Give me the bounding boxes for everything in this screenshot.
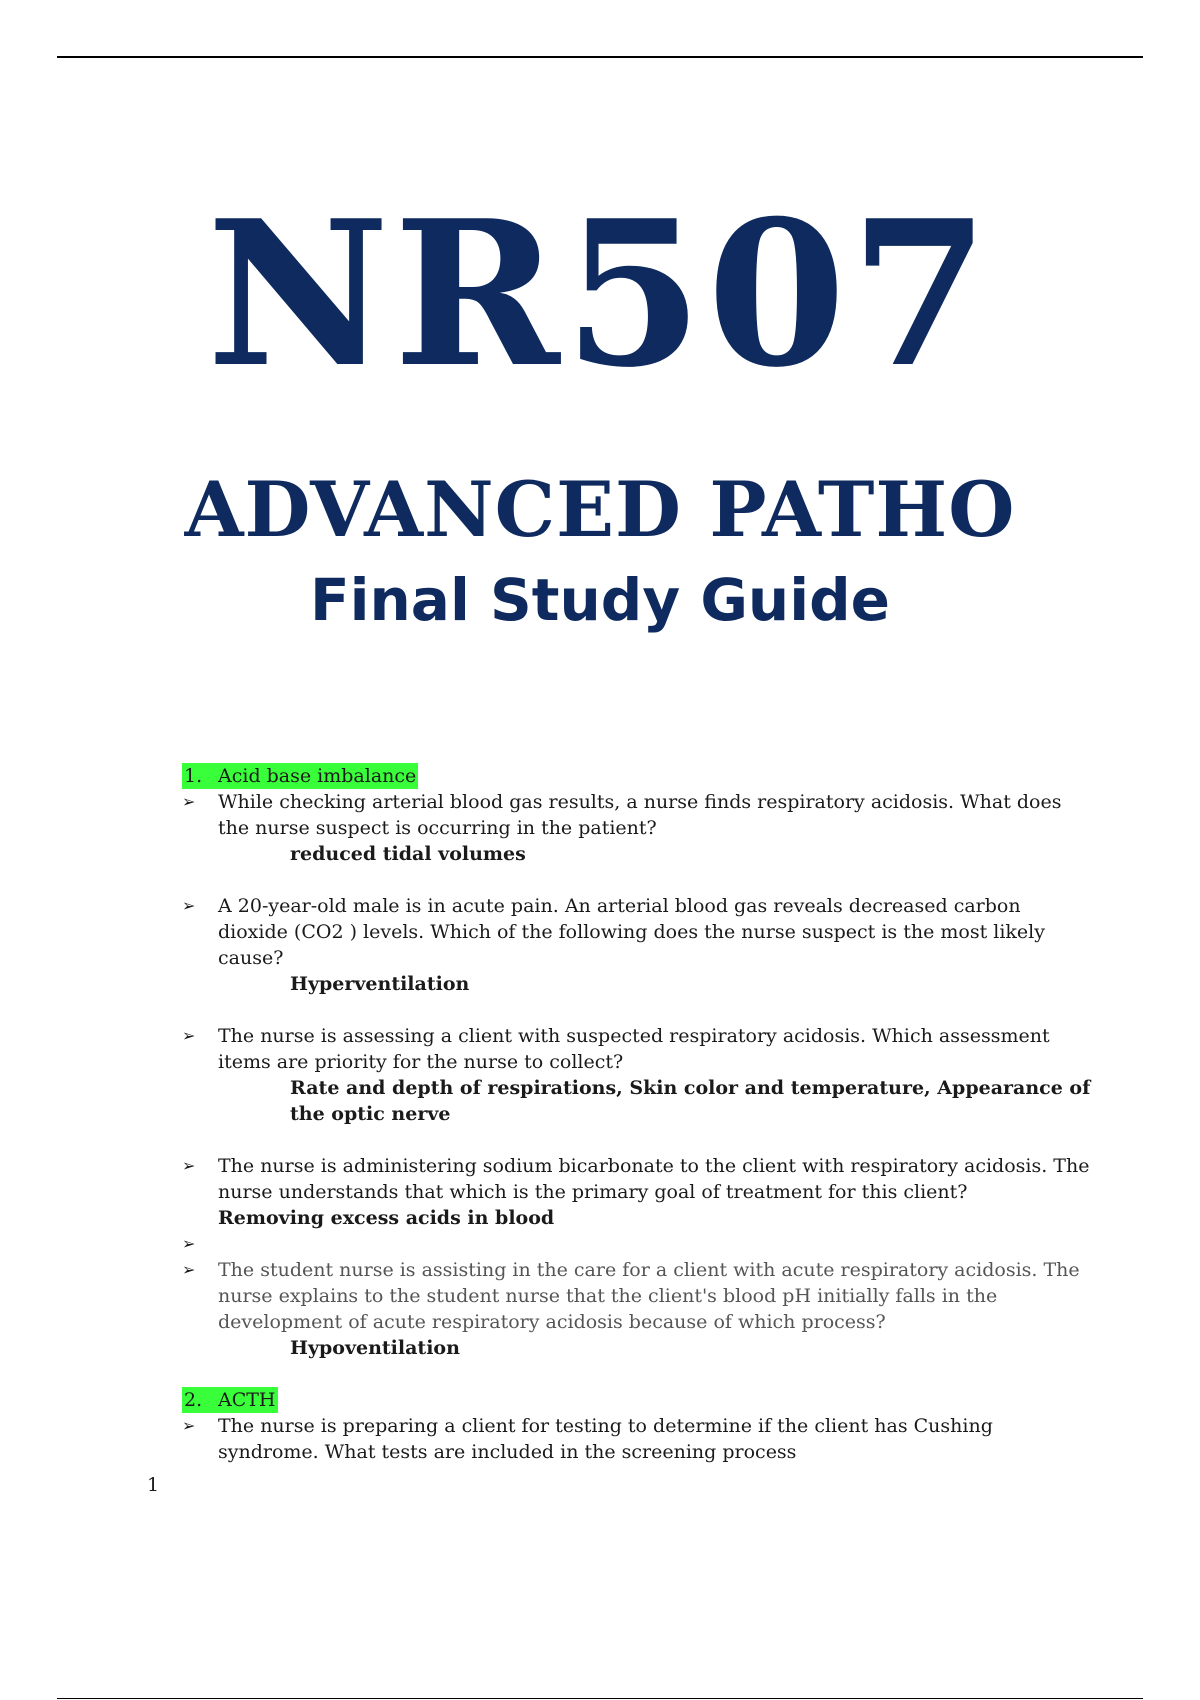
empty-bullet-item	[182, 1231, 1092, 1257]
arrow-bullet-icon: ➢	[182, 1260, 196, 1279]
bottom-rule	[57, 1698, 1143, 1699]
question-text: The nurse is assessing a client with suspected respiratory acidosis. Which assessment items are priority for the nurse to collect?	[218, 1025, 1050, 1073]
highlighted-heading	[182, 763, 418, 789]
highlighted-heading	[182, 1387, 278, 1413]
question-text: While checking arterial blood gas results, a nurse finds respiratory acidosis. What does the nurse suspect is occurring in the patient?	[218, 791, 1062, 839]
section-title: ACTH	[218, 1389, 276, 1411]
question-item	[182, 1153, 1092, 1205]
arrow-bullet-icon: ➢	[182, 1416, 196, 1435]
document-title: Final Study Guide	[310, 566, 890, 634]
top-rule	[57, 56, 1143, 58]
page-number: 1	[147, 1474, 160, 1496]
study-guide-content	[182, 763, 1092, 1465]
answer-text: Rate and depth of respirations, Skin color and temperature, Appearance of the optic nerve	[290, 1077, 1091, 1125]
question-item	[182, 1257, 1092, 1335]
question-item	[182, 1413, 1092, 1465]
course-code-title: NR507	[206, 177, 994, 412]
answer-text: Removing excess acids in blood	[218, 1207, 555, 1229]
question-text: A 20-year-old male is in acute pain. An arterial blood gas reveals decreased carbon dioxide (CO2 ) levels. Which of the following does the nurse suspect is the most likely cause?	[218, 895, 1045, 969]
section-heading-acid-base	[182, 763, 1092, 789]
question-text: The student nurse is assisting in the care for a client with acute respiratory acidosis. The nurse explains to the student nurse that the client's blood pH initially falls in the development of acute respiratory acidosis because of which process?	[218, 1259, 1080, 1333]
answer-text: Hypoventilation	[290, 1337, 460, 1359]
answer-text: Hyperventilation	[290, 973, 470, 995]
arrow-bullet-icon: ➢	[182, 1234, 196, 1253]
answer-text: reduced tidal volumes	[290, 843, 526, 865]
arrow-bullet-icon: ➢	[182, 1156, 196, 1175]
section-number: 2.	[184, 1389, 203, 1411]
question-item	[182, 1023, 1092, 1075]
section-heading-acth	[182, 1387, 1092, 1413]
question-item	[182, 789, 1092, 841]
arrow-bullet-icon: ➢	[182, 896, 196, 915]
arrow-bullet-icon: ➢	[182, 1026, 196, 1045]
question-text: The nurse is preparing a client for testing to determine if the client has Cushing syndrome. What tests are included in the screening process	[218, 1415, 993, 1463]
question-item	[182, 893, 1092, 971]
question-text: The nurse is administering sodium bicarbonate to the client with respiratory acidosis. The nurse understands that which is the primary goal of treatment for this client?	[218, 1155, 1090, 1203]
arrow-bullet-icon: ➢	[182, 792, 196, 811]
section-title: Acid base imbalance	[218, 765, 417, 787]
section-number: 1.	[184, 765, 203, 787]
course-name-title: ADVANCED PATHO	[184, 465, 1016, 554]
